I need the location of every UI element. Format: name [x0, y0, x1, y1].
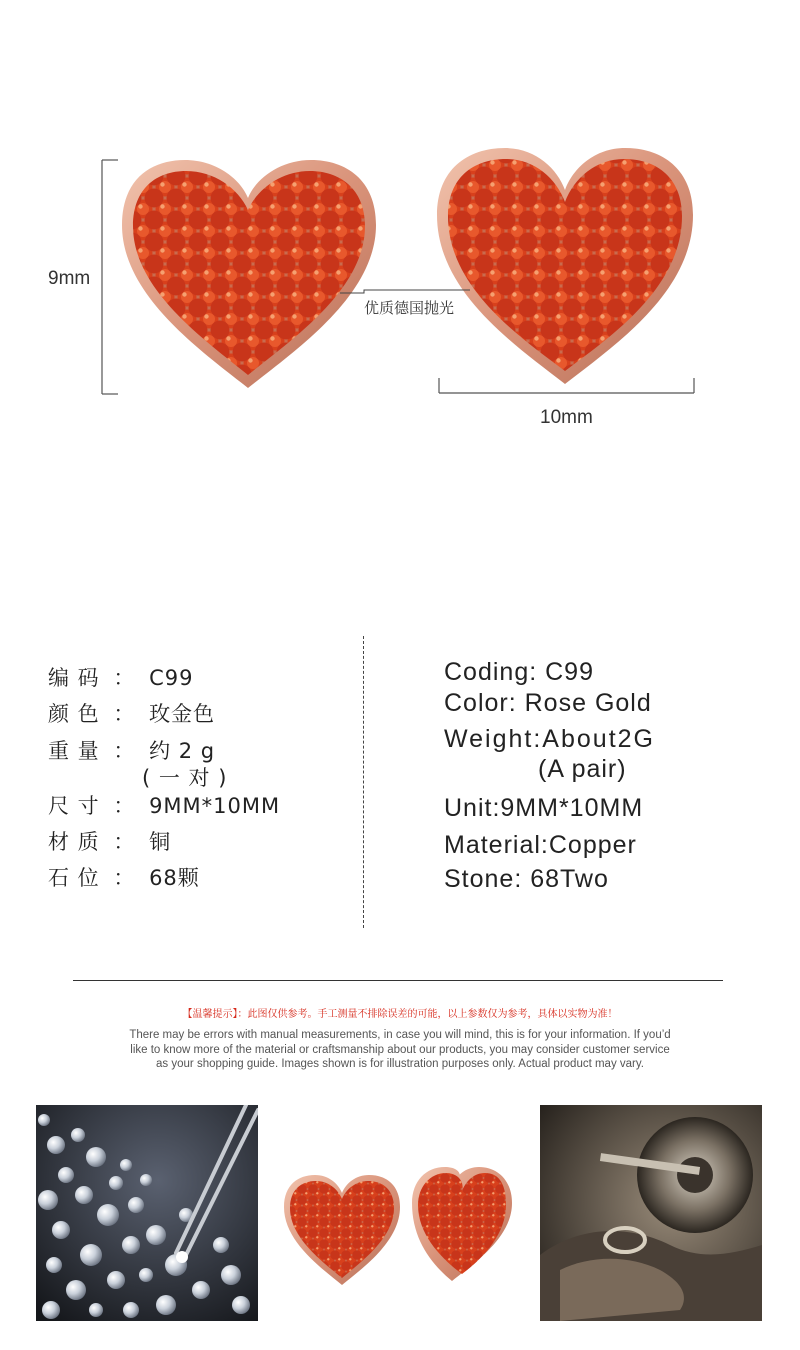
notice-english-line: like to know more of the material or craftsmanship about our products, you may consider customer service — [130, 1043, 670, 1056]
spec-en-weight-note: (A pair) — [538, 755, 627, 783]
spec-row-color — [48, 698, 215, 728]
spec-en-color: Color: Rose Gold — [444, 689, 652, 717]
spec-row-stone — [48, 862, 200, 892]
notice-chinese: 【温馨提示】：此图仅供参考。手工测量不排除误差的可能，以上参数仅为参考，具体以实物为准！ — [182, 1009, 618, 1020]
spec-value: 铜 — [149, 830, 172, 854]
spec-label: 颜 色 — [48, 702, 100, 726]
heart-earrings-photo — [280, 1145, 520, 1315]
craftsman-polishing-photo — [540, 1105, 762, 1321]
spec-sep: ： — [113, 866, 136, 890]
polish-annotation: 优质德国抛光 — [364, 299, 455, 317]
spec-label: 重 量 — [48, 739, 100, 763]
spec-value: C99 — [149, 666, 194, 690]
spec-row-material — [48, 826, 171, 856]
height-label: 9mm — [48, 268, 91, 289]
spec-en-material: Material:Copper — [444, 831, 637, 859]
spec-sep: ： — [113, 830, 136, 854]
spec-sep: ： — [113, 739, 136, 763]
dimension-diagram — [0, 0, 800, 460]
spec-sep: ： — [113, 666, 136, 690]
spec-value: 玫金色 — [149, 702, 216, 726]
annotation-leader — [340, 290, 470, 293]
notice-english-line: as your shopping guide. Images shown is for illustration purposes only. Actual product may vary. — [156, 1058, 644, 1070]
spec-row-code — [48, 662, 193, 692]
spec-en-unit: Unit:9MM*10MM — [444, 794, 644, 822]
spec-label: 尺 寸 — [48, 794, 100, 818]
spec-row-size — [48, 790, 280, 820]
width-label: 10mm — [540, 407, 593, 428]
spec-label: 材 质 — [48, 830, 100, 854]
spec-value: 9MM*10MM — [149, 794, 281, 818]
height-bracket — [102, 160, 118, 394]
notice-english-line: There may be errors with manual measurements, in case you will mind, this is for your information. If you’d — [129, 1029, 671, 1041]
spec-value: 约 2 g — [149, 739, 216, 763]
spec-sep: ： — [113, 702, 136, 726]
spec-label: 编 码 — [48, 666, 100, 690]
right-heart-earring — [437, 148, 693, 384]
spec-en-stone: Stone: 68Two — [444, 865, 609, 893]
spec-row-weight — [48, 735, 215, 765]
column-divider — [363, 636, 364, 928]
spec-weight-note: ( 一 对 ) — [142, 766, 228, 790]
spec-en-weight: Weight:About2G — [444, 725, 655, 753]
crystals-tweezers-photo — [36, 1105, 258, 1321]
left-heart-earring — [122, 160, 376, 388]
spec-label: 石 位 — [48, 866, 100, 890]
spec-en-coding: Coding: C99 — [444, 658, 594, 686]
spec-value: 68颗 — [149, 866, 200, 890]
spec-sep: ： — [113, 794, 136, 818]
notice-divider — [73, 980, 723, 981]
notice-english — [100, 1028, 700, 1072]
